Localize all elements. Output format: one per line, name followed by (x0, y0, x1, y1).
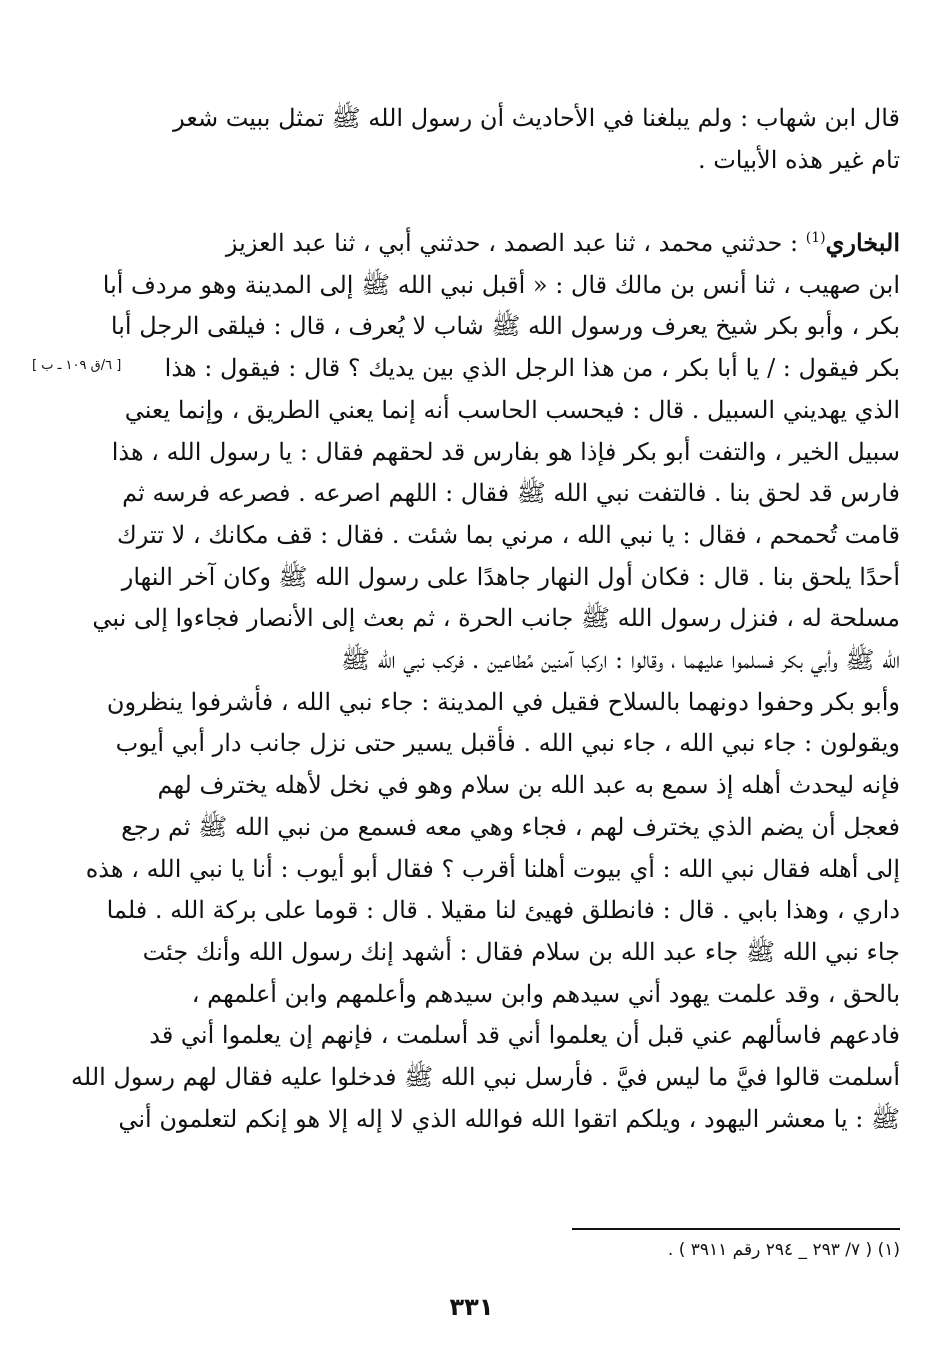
text-line: ﷺ : يا معشر اليهود ، ويلكم اتقوا الله فوالله الذي لا إله إلا هو إنكم لتعلمون أني (118, 1104, 900, 1133)
text-line: تام غير هذه الأبيات . (697, 145, 900, 174)
text-line: بالحق ، وقد علمت يهود أني سيدهم وابن سيدهم وأعلمهم وابن أعلمهم ، (191, 979, 900, 1008)
source-name: البخاري (825, 228, 900, 257)
text-line: فإنه ليحدث أهله إذ سمع به عبد الله بن سلام وهو في نخل لأهله يخترف لهم (157, 771, 900, 800)
text-line: بكر فيقول : / يا أبا بكر ، من هذا الرجل الذي بين يديك ؟ قال : فيقول : هذا (164, 354, 900, 383)
text-line: الله ﷺ وأبي بكر فسلموا عليهما ، وقالوا : اركبا آمنين مُطاعين . فركب نبي الله ﷺ (340, 646, 900, 675)
text-line: أحدًا يلحق بنا . قال : فكان أول النهار جاهدًا على رسول الله ﷺ وكان آخر النهار (121, 562, 900, 591)
text-line: قامت تُحمحم ، فقال : يا نبي الله ، مرني بما شئت . فقال : قف مكانك ، لا تترك (117, 520, 900, 549)
text-line: ابن صهيب ، ثنا أنس بن مالك قال : « أقبل نبي الله ﷺ إلى المدينة وهو مردف أبا (102, 270, 900, 299)
text-line: أسلمت قالوا فيَّ ما ليس فيَّ . فأرسل نبي الله ﷺ فدخلوا عليه فقال لهم رسول الله (71, 1063, 900, 1092)
text-line-rest: : حدثني محمد ، ثنا عبد الصمد ، حدثني أبي ، ثنا عبد العزيز (225, 229, 799, 257)
text-line: فادعهم فاسألهم عني قبل أن يعلموا أني قد أسلمت ، فإنهم إن يعلموا أني قد (149, 1021, 900, 1050)
text-line: وأبو بكر وحفوا دونهما بالسلاح فقيل في المدينة : جاء نبي الله ، فأشرفوا ينظرون (106, 687, 900, 716)
text-line: إلى أهله فقال نبي الله : أي بيوت أهلنا أقرب ؟ فقال أبو أيوب : أنا يا نبي الله ، هذه (85, 854, 900, 883)
text-line: الذي يهديني السبيل . قال : فيحسب الحاسب أنه إنما يعني الطريق ، وإنما يعني (124, 395, 900, 424)
text-line: بكر ، وأبو بكر شيخ يعرف ورسول الله ﷺ شاب لا يُعرف ، قال : فيلقى الرجل أبا (110, 312, 900, 341)
page-number: ٣٣١ (449, 1293, 494, 1321)
text-line: جاء نبي الله ﷺ جاء عبد الله بن سلام فقال : أشهد إنك رسول الله وأنك جئت (142, 937, 900, 966)
text-line-first (200, 218, 900, 265)
text-line: ويقولون : جاء نبي الله ، جاء نبي الله . فأقبل يسير حتى نزل جانب دار أبي أيوب (115, 729, 900, 758)
text-line: قال ابن شهاب : ولم يبلغنا في الأحاديث أن رسول الله ﷺ تمثل ببيت شعر (173, 104, 900, 132)
text-line: داري ، وهذا بابي . قال : فانطلق فهيئ لنا مقيلا . قال : قوما على بركة الله . فلما (106, 896, 900, 925)
text-line: سبيل الخير ، والتفت أبو بكر فإذا هو بفارس قد لحقهم فقال : يا رسول الله ، هذا (111, 437, 900, 466)
text-line: مسلحة له ، فنزل رسول الله ﷺ جانب الحرة ، ثم بعث إلى الأنصار فجاءوا إلى نبي (92, 604, 900, 633)
footnote-reference: (1) (805, 230, 826, 246)
footnote: (١) ( ٧/ ٢٩٣ _ ٢٩٤ رقم ٣٩١١ ) . (667, 1240, 900, 1260)
text-line: فعجل أن يضم الذي يخترف لهم ، فجاء وهي معه فسمع من نبي الله ﷺ ثم رجع (121, 812, 900, 841)
footnote-separator (572, 1228, 900, 1230)
intro-paragraph (173, 98, 900, 181)
text-line: فارس قد لحق بنا . فالتفت نبي الله ﷺ فقال : اللهم اصرعه . فصرعه فرسه ثم (122, 479, 900, 508)
manuscript-margin-note: [ ٦/ق ١٠٩ ـ ب ] (32, 358, 122, 373)
